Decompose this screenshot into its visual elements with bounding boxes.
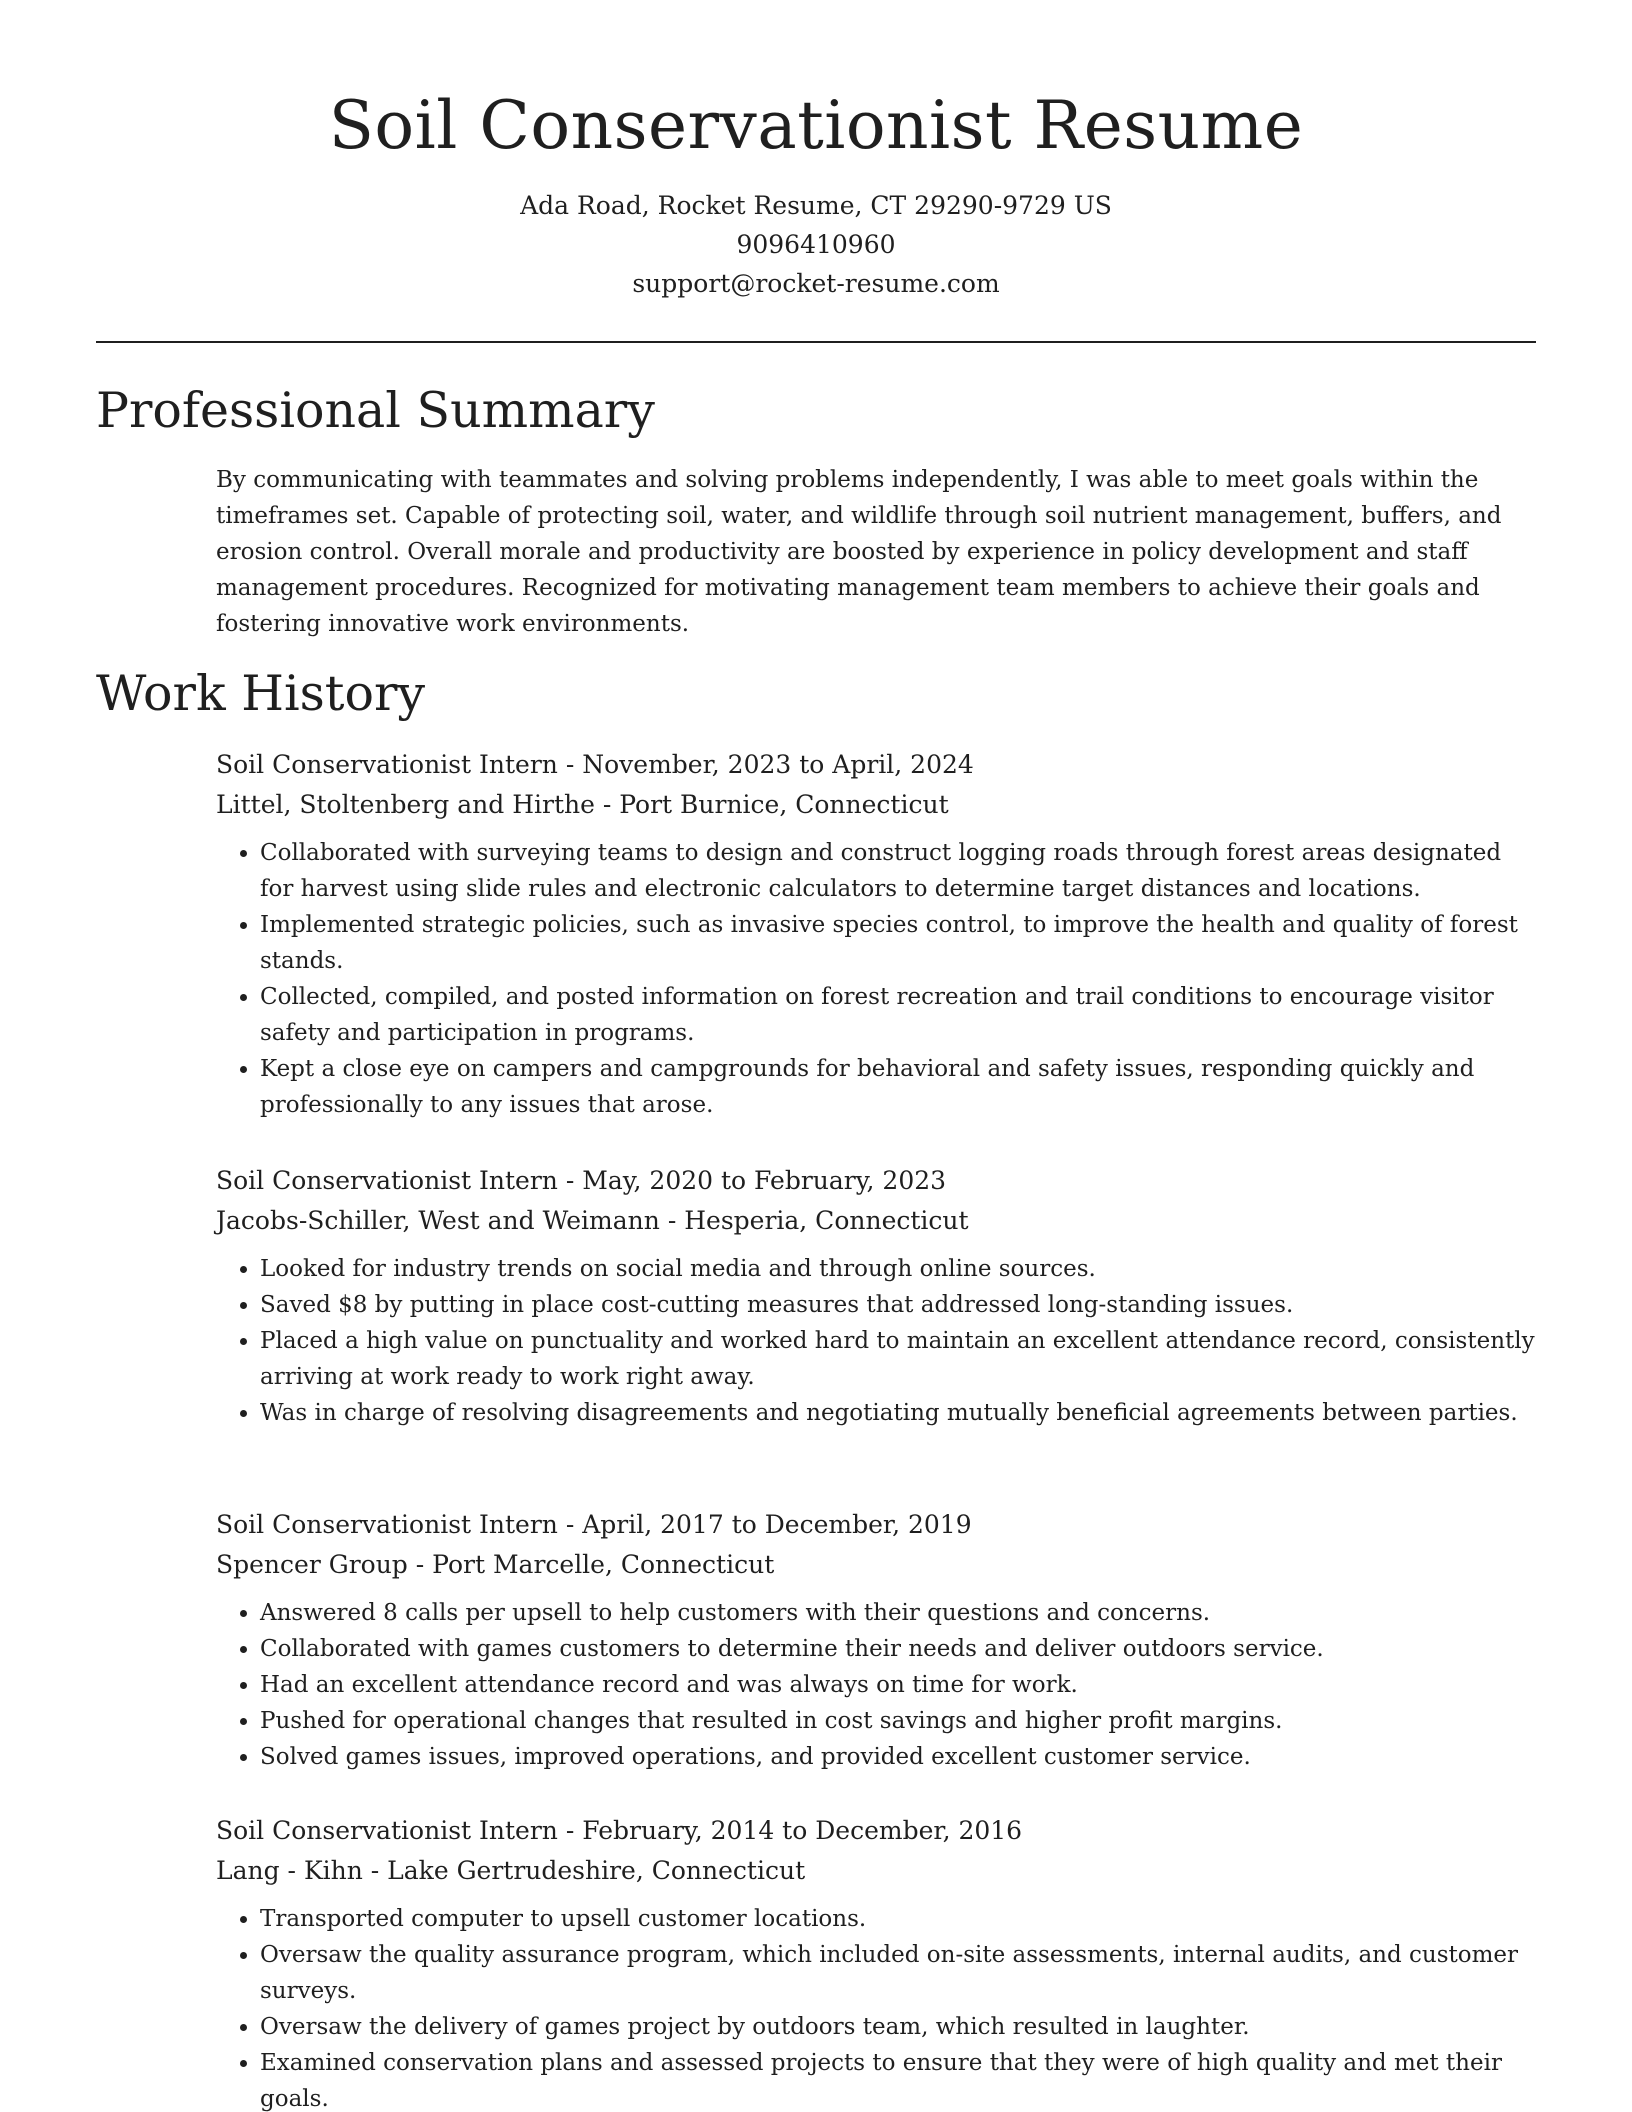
job-location: - Port Burnice, Connecticut (594, 790, 949, 819)
job-bullet-list (216, 1595, 1538, 1775)
job-bullet: • Had an excellent attendance record and was always on time for work. (260, 1667, 1538, 1703)
job-bullet: • Examined conservation plans and assessed projects to ensure that they were of high quality and met their goals. (260, 2045, 1538, 2112)
job-title-line (216, 1161, 1538, 1201)
job-bullet: • Collaborated with games customers to determine their needs and deliver outdoors service. (260, 1631, 1538, 1667)
job-bullet: • Collaborated with surveying teams to design and construct logging roads through forest areas designated for harvest using slide rules and electronic calculators to determine target distances and locations. (260, 835, 1538, 907)
job-title: Soil Conservationist Intern (216, 1816, 558, 1845)
job-bullet: • Collected, compiled, and posted information on forest recreation and trail conditions to encourage visitor safety and participation in programs. (260, 979, 1538, 1051)
job-bullet: • Oversaw the quality assurance program, which included on-site assessments, internal audits, and customer surveys. (260, 1937, 1538, 2009)
job-company: Spencer Group (216, 1550, 408, 1579)
job-company-line (216, 1201, 1538, 1241)
job-title: Soil Conservationist Intern (216, 1166, 558, 1195)
job-bullet: • Answered 8 calls per upsell to help customers with their questions and concerns. (260, 1595, 1538, 1631)
job-entry (216, 1161, 1538, 1431)
job-company: Littel, Stoltenberg and Hirthe (216, 790, 595, 819)
job-title: Soil Conservationist Intern (216, 750, 558, 779)
job-bullet-list (216, 1251, 1538, 1431)
job-company: Lang - Kihn (216, 1856, 363, 1885)
contact-block (0, 186, 1632, 303)
job-company-line (216, 1545, 1538, 1585)
job-company: Jacobs-Schiller, West and Weimann (216, 1206, 660, 1235)
job-dates: - November, 2023 to April, 2024 (557, 750, 974, 779)
header-divider (96, 341, 1536, 343)
contact-phone: 9096410960 (736, 230, 896, 259)
job-bullet: • Solved games issues, improved operations, and provided excellent customer service. (260, 1739, 1538, 1775)
job-title-line (216, 1811, 1538, 1851)
job-location: - Hesperia, Connecticut (659, 1206, 969, 1235)
job-location: - Port Marcelle, Connecticut (407, 1550, 775, 1579)
job-bullet-list (216, 835, 1538, 1123)
job-location: - Lake Gertrudeshire, Connecticut (362, 1856, 806, 1885)
section-heading-summary: Professional Summary (96, 382, 655, 439)
job-dates: - April, 2017 to December, 2019 (557, 1510, 972, 1539)
job-title: Soil Conservationist Intern (216, 1510, 558, 1539)
job-bullet: • Was in charge of resolving disagreements and negotiating mutually beneficial agreements between parties. (260, 1395, 1538, 1431)
job-company-line (216, 1851, 1538, 1891)
job-bullet: • Transported computer to upsell customer locations. (260, 1901, 1538, 1937)
job-title-line (216, 745, 1538, 785)
job-entry (216, 745, 1538, 1123)
job-entry (216, 1505, 1538, 1775)
summary-paragraph: By communicating with teammates and solving problems independently, I was able to meet goals within the timeframes set. Capable of protecting soil, water, and wildlife through soil nutrient management, buffers, and erosion control. Overall morale and productivity are boosted by experience in policy development and staff management procedures. Recognized for motivating management team members to achieve their goals and fostering innovative work environments. (216, 467, 1502, 637)
job-bullet: • Placed a high value on punctuality and worked hard to maintain an excellent attendance record, consistently arriving at work ready to work right away. (260, 1323, 1538, 1395)
job-bullet: • Pushed for operational changes that resulted in cost savings and higher profit margins. (260, 1703, 1538, 1739)
resume-title: Soil Conservationist Resume (328, 87, 1304, 164)
contact-address: Ada Road, Rocket Resume, CT 29290-9729 US (520, 191, 1112, 220)
job-bullet: • Implemented strategic policies, such as invasive species control, to improve the health and quality of forest stands. (260, 907, 1538, 979)
job-dates: - May, 2020 to February, 2023 (557, 1166, 947, 1195)
resume-header (0, 0, 1632, 303)
job-company-line (216, 785, 1538, 825)
job-bullet: • Oversaw the delivery of games project by outdoors team, which resulted in laughter. (260, 2009, 1538, 2045)
contact-email: support@rocket-resume.com (632, 269, 1000, 298)
section-heading-work-history: Work History (96, 665, 426, 722)
job-bullet: • Saved $8 by putting in place cost-cutting measures that addressed long-standing issues. (260, 1287, 1538, 1323)
job-title-line (216, 1505, 1538, 1545)
job-dates: - February, 2014 to December, 2016 (557, 1816, 1023, 1845)
job-bullet-list (216, 1901, 1538, 2112)
job-bullet: • Looked for industry trends on social media and through online sources. (260, 1251, 1538, 1287)
job-bullet: • Kept a close eye on campers and campgrounds for behavioral and safety issues, responding quickly and professionally to any issues that arose. (260, 1051, 1538, 1123)
job-entry (216, 1811, 1538, 2112)
